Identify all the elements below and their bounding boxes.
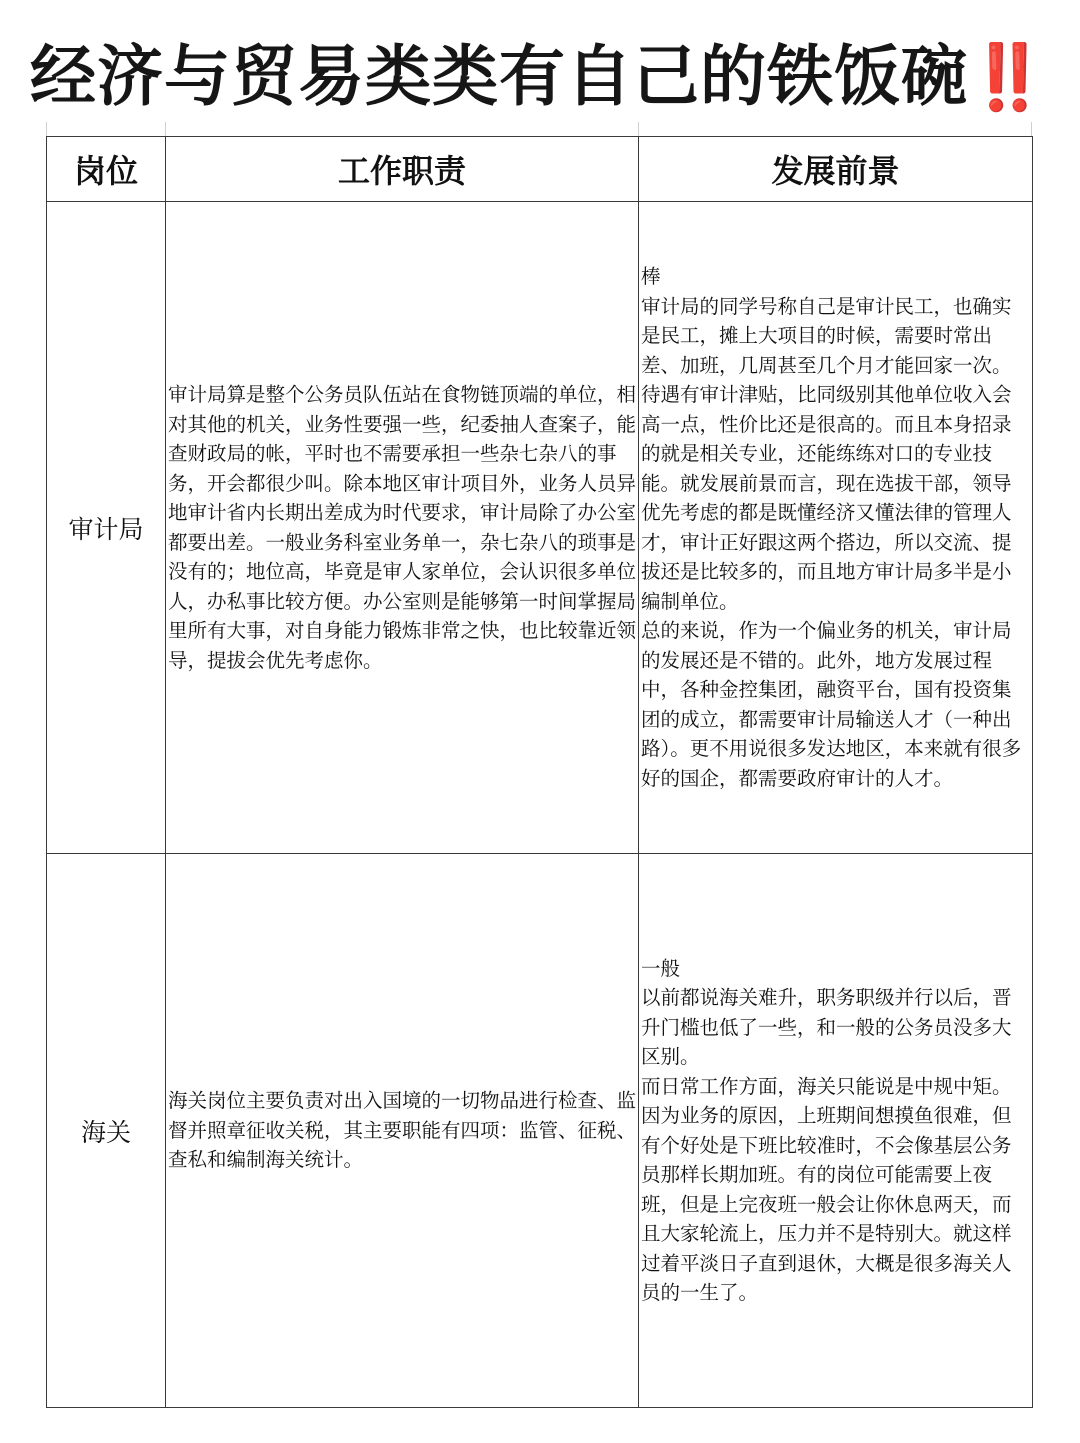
outlook-paragraph: 审计局的同学号称自己是审计民工，也确实是民工，摊上大项目的时候，需要时常出差、加班，几周甚至几个月才能回家一次。待遇有审计津贴，比同级别其他单位收入会高一点，性价比还是很高的。而且本身招录的就是相关专业，还能练练对口的专业技能。就发展前景而言，现在选拔干部，领导优先考虑的都是既懂经济又懂法律的管理人才，审计正好跟这两个搭边，所以交流、提拔还是比较多的，而且地方审计局多半是小编制单位。 [641, 294, 1012, 613]
outlook-paragraph: 而日常工作方面，海关只能说是中规中矩。因为业务的原因，上班期间想摸鱼很难，但有个好处是下班比较准时，不会像基层公务员那样长期加班。有的岗位可能需要上夜班，但是上完夜班一般会让你休息两天，而且大家轮流上，压力并不是特别大。就这样过着平淡日子直到退休，大概是很多海关人员的一生了。 [641, 1074, 1012, 1304]
header-outlook: 发展前景 [639, 137, 1033, 202]
position-cell: 审计局 [47, 202, 166, 854]
position-cell: 海关 [47, 854, 166, 1408]
table-header-row [47, 137, 1033, 202]
comparison-table [46, 136, 1033, 1408]
duty-cell: 海关岗位主要负责对出入国境的一切物品进行检查、监督并照章征收关税，其主要职能有四项：监管、征税、查私和编制海关统计。 [166, 854, 639, 1408]
header-duty: 工作职责 [166, 137, 639, 202]
title-text: 经济与贸易类类有自己的铁饭碗 [30, 38, 968, 115]
grid-line [165, 122, 166, 136]
table-row [47, 854, 1033, 1408]
header-position: 岗位 [47, 137, 166, 202]
outlook-paragraph: 总的来说，作为一个偏业务的机关，审计局的发展还是不错的。此外，地方发展过程中，各种金控集团，融资平台，国有投资集团的成立，都需要审计局输送人才（一种出路）。更不用说很多发达地区，本来就有很多好的国企，都需要政府审计的人才。 [641, 619, 1022, 790]
outlook-cell [639, 202, 1033, 854]
page-title [30, 32, 1070, 122]
outlook-cell [639, 854, 1033, 1408]
grid-edge-top [46, 122, 1032, 136]
grid-line [638, 122, 639, 136]
outlook-rating: 棒 [641, 265, 661, 288]
double-exclamation-icon: ‼️ [968, 41, 1038, 115]
duty-cell: 审计局算是整个公务员队伍站在食物链顶端的单位，相对其他的机关，业务性要强一些，纪委抽人查案子，能查财政局的帐，平时也不需要承担一些杂七杂八的事务，开会都很少叫。除本地区审计项目外，业务人员异地审计省内长期出差成为时代要求，审计局除了办公室都要出差。一般业务科室业务单一，杂七杂八的琐事是没有的；地位高，毕竟是审人家单位，会认识很多单位人，办私事比较方便。办公室则是能够第一时间掌握局里所有大事，对自身能力锻炼非常之快，也比较靠近领导，提拔会优先考虑你。 [166, 202, 639, 854]
outlook-rating: 一般 [641, 956, 681, 980]
table-row [47, 202, 1033, 854]
outlook-paragraph: 以前都说海关难升，职务职级并行以后，晋升门槛也低了一些，和一般的公务员没多大区别。 [641, 986, 1012, 1068]
